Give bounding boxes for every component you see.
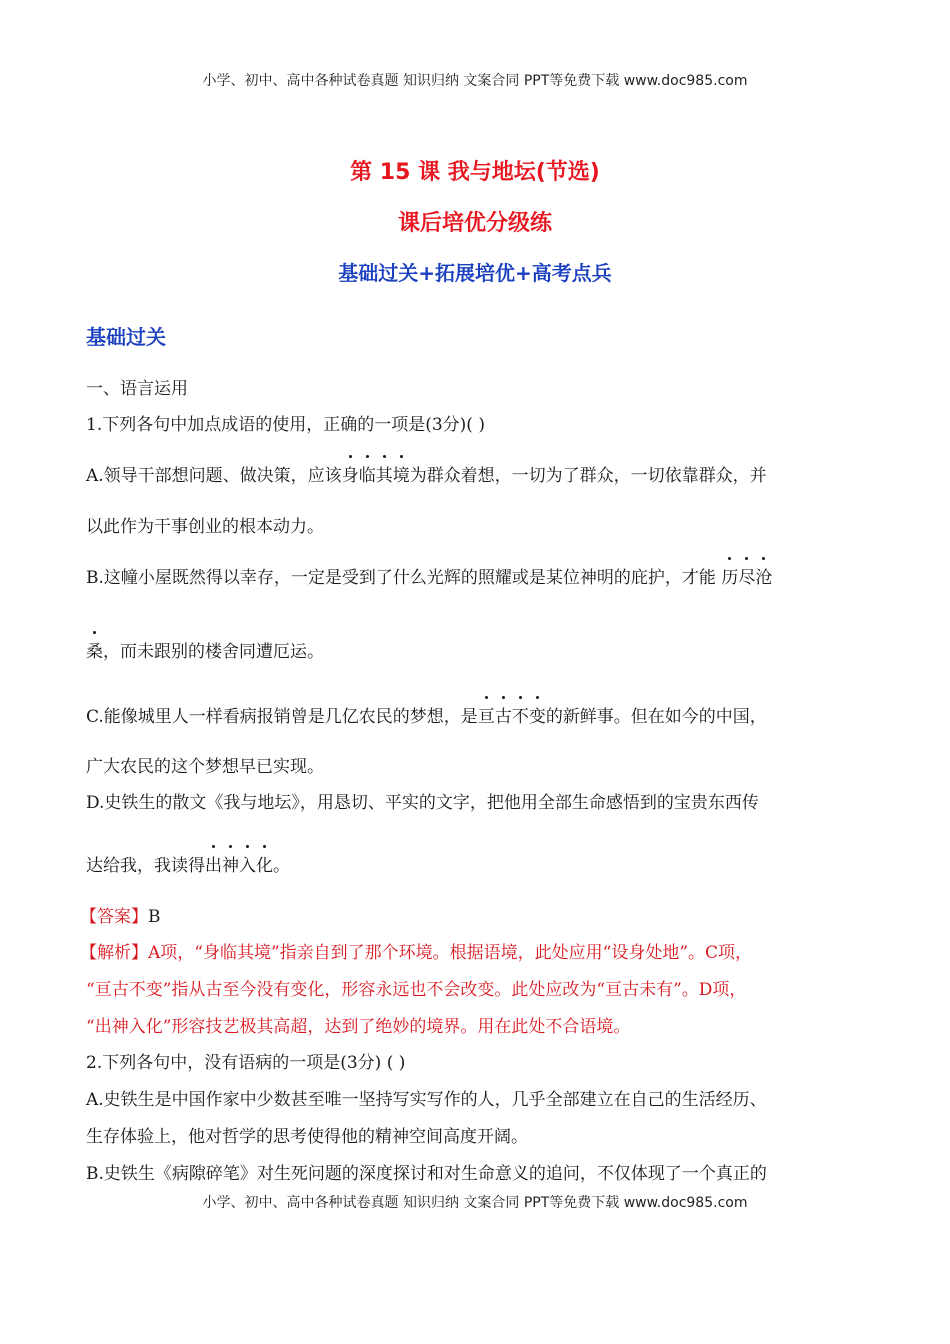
part-heading: 一、语言运用	[86, 379, 188, 399]
q2-option-b-line1: B.史铁生《病隙碎笔》对生死问题的深度探讨和对生命意义的追问，不仅体现了一个真正的	[86, 1164, 767, 1184]
page-footer: 小学、初中、高中各种试卷真题 知识归纳 文案合同 PPT等免费下载 www.doc985.com	[202, 1195, 748, 1211]
page-header: 小学、初中、高中各种试卷真题 知识归纳 文案合同 PPT等免费下载 www.doc985.com	[202, 73, 748, 89]
lesson-title: 第 15 课 我与地坛(节选)	[350, 160, 600, 185]
q1-stem: 1.下列各句中加点成语的使用，正确的一项是(3分)( )	[86, 415, 485, 435]
levels-subtitle: 基础过关+拓展培优+高考点兵	[338, 261, 612, 285]
q1-answer: 【答案】B	[80, 907, 161, 927]
q1-analysis-line1: 【解析】A项，“身临其境”指亲自到了那个环境。根据语境，此处应用“设身处地”。C项，	[80, 943, 753, 963]
section-heading: 基础过关	[86, 325, 166, 349]
q1-option-b-line1: B.这幢小屋既然得以幸存，一定是受到了什么光辉的照耀或是某位神明的庇护，才能 历尽沧	[86, 563, 772, 588]
q1-option-c-line1: C.能像城里人一样看病报销曾是几亿农民的梦想，是亘古不变的新鲜事。但在如今的中国，	[86, 702, 767, 727]
practice-subtitle: 课后培优分级练	[397, 211, 552, 236]
q1-analysis-line2: “亘古不变”指从古至今没有变化，形容永远也不会改变。此处应改为“亘古未有”。D项，	[86, 980, 747, 1000]
q2-option-a-line2: 生存体验上，他对哲学的思考使得他的精神空间高度开阔。	[86, 1127, 528, 1147]
q2-stem: 2.下列各句中，没有语病的一项是(3分) ( )	[86, 1053, 406, 1073]
q2-option-a-line1: A.史铁生是中国作家中少数甚至唯一坚持写实写作的人，几乎全部建立在自己的生活经历、	[86, 1090, 767, 1110]
q1-option-a-line1: A.领导干部想问题、做决策，应该身临其境为群众着想，一切为了群众，一切依靠群众，并	[86, 461, 767, 486]
q1-option-d-line1: D.史铁生的散文《我与地坛》，用恳切、平实的文字，把他用全部生命感悟到的宝贵东西传	[86, 793, 759, 813]
q1-option-c-line2: 广大农民的这个梦想早已实现。	[86, 757, 324, 777]
q1-option-b-line2: 桑，而未跟别的楼舍同遭厄运。	[86, 637, 324, 662]
q1-option-d-line2: 达给我，我读得出神入化。	[86, 851, 290, 876]
q1-option-a-line2: 以此作为干事创业的根本动力。	[86, 517, 324, 537]
q1-analysis-line3: “出神入化”形容技艺极其高超，达到了绝妙的境界。用在此处不合语境。	[86, 1017, 631, 1037]
